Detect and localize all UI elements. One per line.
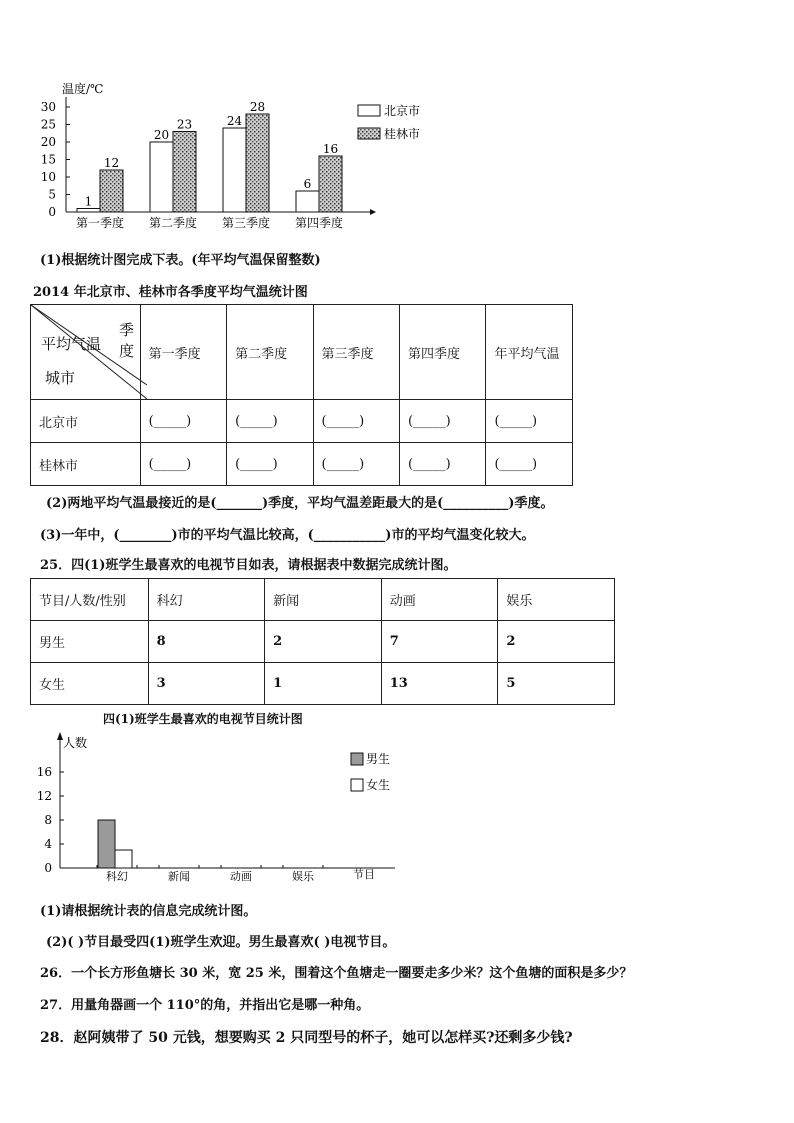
y-tick-label: 25	[40, 117, 56, 132]
answer-blank[interactable]: (_____)	[227, 443, 313, 486]
question-25-2: (2)( )节目最受四(1)班学生欢迎。男生最喜欢( )电视节目。	[46, 935, 396, 950]
data-label-beijing: 20	[153, 128, 170, 142]
table1-row-beijing	[31, 400, 573, 443]
y-tick-label: 16	[36, 765, 52, 779]
category-label: 第三季度	[221, 216, 271, 230]
bar-beijing	[296, 191, 319, 212]
bar-boys	[98, 820, 115, 868]
corner-label-city: 城市	[45, 369, 76, 387]
table2-cell: 2	[498, 621, 615, 663]
table2-row	[31, 621, 615, 663]
category-label: 第四季度	[294, 216, 344, 230]
legend-label-girls: 女生	[366, 778, 391, 792]
table2-cell: 13	[381, 663, 498, 705]
table2-header-cell: 新闻	[265, 579, 382, 621]
data-label-guilin: 23	[176, 117, 193, 132]
temperature-bar-chart	[30, 75, 450, 235]
chart1-ylabel: 温度/℃	[62, 82, 104, 96]
answer-blank[interactable]: (_____)	[486, 443, 573, 486]
table2-cell: 3	[148, 663, 265, 705]
table2-header-cell: 动画	[381, 579, 498, 621]
table2-row-label: 女生	[31, 663, 149, 705]
y-tick-label: 5	[48, 187, 56, 202]
question-25-1: (1)请根据统计表的信息完成统计图。	[40, 904, 257, 919]
chart1-x-arrow	[370, 209, 376, 215]
question-25: 25．四(1)班学生最喜欢的电视节目如表，请根据表中数据完成统计图。	[40, 558, 457, 573]
chart2-title: 四(1)班学生最喜欢的电视节目统计图	[103, 712, 303, 726]
table1-corner-cell	[31, 305, 141, 400]
table1-header-q2: 第二季度	[227, 305, 313, 400]
tv-program-bar-chart	[30, 728, 410, 888]
legend-label-beijing: 北京市	[384, 104, 421, 118]
question-28: 28．赵阿姨带了 50 元钱，想要购买 2 只同型号的杯子，她可以怎样买?还剩多少钱?	[40, 1030, 573, 1046]
table2-cell: 7	[381, 621, 498, 663]
question-26: 26．一个长方形鱼塘长 30 米，宽 25 米，围着这个鱼塘走一圈要走多少米？这个鱼塘的面积是多少？	[40, 966, 633, 981]
y-tick-label: 0	[44, 861, 52, 875]
table1-header-q3: 第三季度	[313, 305, 399, 400]
table1-header-q1: 第一季度	[140, 305, 226, 400]
table2-corner-header: 节目/人数/性别	[31, 579, 149, 621]
data-label-guilin: 28	[249, 100, 266, 114]
chart2-xlabel: 节目	[353, 868, 375, 881]
bar-beijing	[77, 209, 100, 213]
data-label-beijing: 6	[303, 177, 312, 191]
category-label: 第一季度	[75, 216, 125, 230]
table2-header-cell: 娱乐	[498, 579, 615, 621]
legend-label-boys: 男生	[366, 752, 391, 766]
table1-title: 2014 年北京市、桂林市各季度平均气温统计图	[33, 285, 308, 300]
y-tick-label: 20	[40, 135, 56, 149]
table2-row-label: 男生	[31, 621, 149, 663]
data-label-beijing: 24	[226, 114, 243, 128]
data-label-guilin: 12	[103, 156, 120, 170]
table1-city: 桂林市	[31, 443, 141, 486]
y-tick-label: 10	[40, 170, 56, 184]
table2-header-cell: 科幻	[148, 579, 265, 621]
answer-blank[interactable]: (_____)	[227, 400, 313, 443]
category-label: 娱乐	[292, 870, 314, 883]
data-label-beijing: 1	[84, 194, 93, 209]
y-tick-label: 0	[48, 205, 56, 219]
table2-cell: 8	[148, 621, 265, 663]
question-3: (3)一年中，(________)市的平均气温比较高，(___________)市的平均气温变化较大。	[40, 528, 535, 543]
chart2-ylabel: 人数	[63, 736, 88, 750]
answer-blank[interactable]: (_____)	[400, 400, 486, 443]
category-label: 第二季度	[148, 216, 198, 230]
table2-cell: 2	[265, 621, 382, 663]
table2-cell: 1	[265, 663, 382, 705]
legend-swatch-girls	[351, 779, 363, 791]
table1-city: 北京市	[31, 400, 141, 443]
bar-beijing	[150, 142, 173, 212]
legend-swatch-boys	[351, 753, 363, 765]
legend-label-guilin: 桂林市	[384, 127, 421, 141]
answer-blank[interactable]: (_____)	[313, 443, 399, 486]
answer-blank[interactable]: (_____)	[313, 400, 399, 443]
y-tick-label: 12	[36, 789, 52, 803]
question-2: (2)两地平均气温最接近的是(_______)季度，平均气温差距最大的是(__________)季度。	[46, 496, 554, 511]
y-tick-label: 30	[40, 100, 56, 114]
table2-row	[31, 663, 615, 705]
answer-blank[interactable]: (_____)	[486, 400, 573, 443]
bar-girls	[115, 850, 132, 868]
table1-row-guilin	[31, 443, 573, 486]
corner-label-season: 季度	[119, 321, 135, 360]
answer-blank[interactable]: (_____)	[140, 443, 226, 486]
bar-beijing	[223, 128, 246, 212]
bar-guilin	[173, 132, 196, 213]
legend-swatch-guilin	[358, 128, 380, 139]
answer-blank[interactable]: (_____)	[400, 443, 486, 486]
category-label: 新闻	[168, 870, 190, 883]
table2-cell: 5	[498, 663, 615, 705]
category-label: 动画	[230, 870, 252, 883]
y-tick-label: 8	[44, 813, 52, 827]
bar-guilin	[246, 114, 269, 212]
answer-blank[interactable]: (_____)	[140, 400, 226, 443]
data-label-guilin: 16	[322, 142, 339, 156]
question-1: (1)根据统计图完成下表。(年平均气温保留整数)	[40, 253, 321, 268]
temperature-table	[30, 304, 573, 486]
tv-program-table	[30, 578, 615, 705]
category-label: 科幻	[106, 870, 128, 883]
table1-header-annual: 年平均气温	[486, 305, 573, 400]
corner-label-avg-temp: 平均气温	[41, 335, 102, 353]
table1-header-q4: 第四季度	[400, 305, 486, 400]
y-tick-label: 4	[44, 837, 52, 851]
legend-swatch-beijing	[358, 105, 380, 116]
question-27: 27．用量角器画一个 110°的角，并指出它是哪一种角。	[40, 998, 370, 1013]
y-tick-label: 15	[40, 152, 56, 167]
bar-guilin	[319, 156, 342, 212]
bar-guilin	[100, 170, 123, 212]
